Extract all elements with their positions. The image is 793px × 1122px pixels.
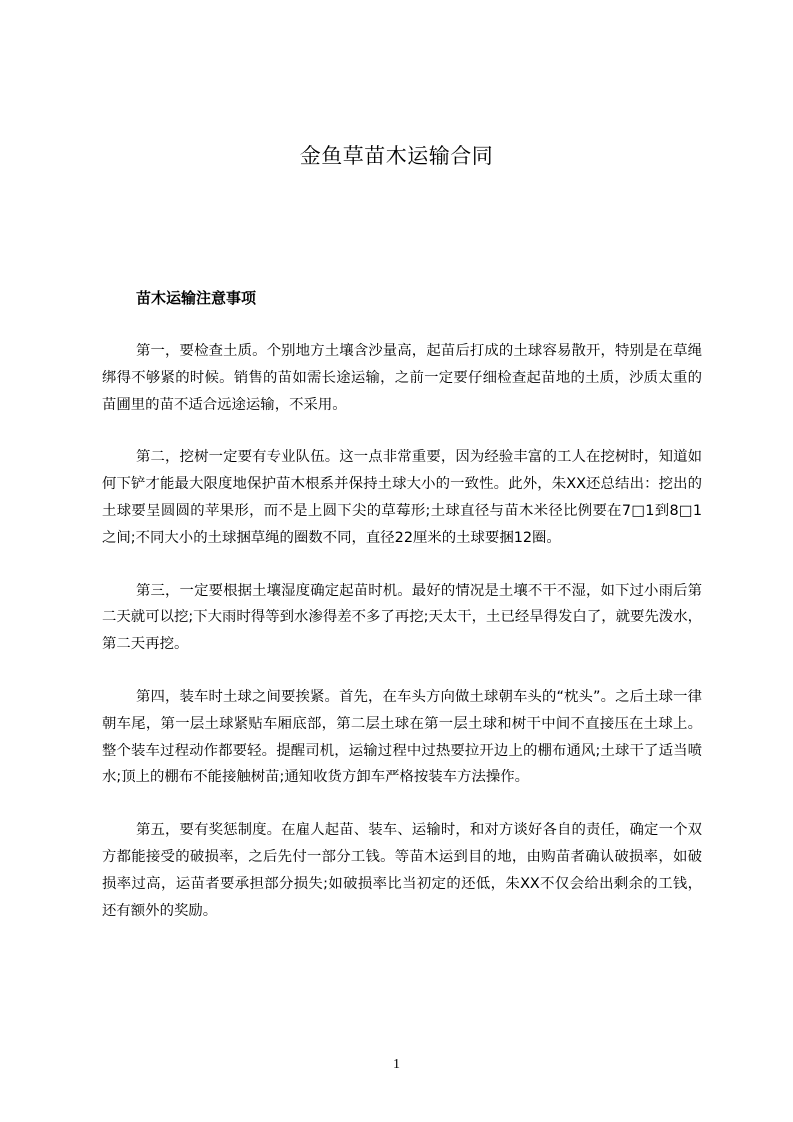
page-number: 1 [393,1057,400,1072]
document-title: 金鱼草苗木运输合同 [299,144,494,168]
paragraph-4: 第四，装车时土球之间要挨紧。首先，在车头方向做土球朝车头的“枕头”。之后土球一律朝车尾，第一层土球紧贴车厢底部，第二层土球在第一层土球和树干中间不直接压在土球上。整个装车过程动作都要轻。提醒司机，运输过程中过热要拉开边上的棚布通风;土球干了适当喷水;顶上的棚布不能接触树苗;通知收货方卸车严格按装车方法操作。 [102,688,702,786]
document-body [102,283,702,950]
paragraph-2: 第二，挖树一定要有专业队伍。这一点非常重要，因为经验丰富的工人在挖树时，知道如何下铲才能最大限度地保护苗木根系并保持土球大小的一致性。此外，朱XX还总结出：挖出的土球要呈圆圆的苹果形，而不是上圆下尖的草莓形;土球直径与苗木米径比例要在7□1到8□1之间;不同大小的土球捆草绳的圈数不同，直径22厘米的土球要捆12圈。 [102,449,702,546]
paragraph-3: 第三，一定要根据土壤湿度确定起苗时机。最好的情况是土壤不干不湿，如下过小雨后第二天就可以挖;下大雨时得等到水渗得差不多了再挖;天太干，土已经旱得发白了，就要先泼水，第二天再挖。 [102,582,702,653]
paragraph-5: 第五，要有奖惩制度。在雇人起苗、装车、运输时，和对方谈好各自的责任，确定一个双方都能接受的破损率，之后先付一部分工钱。等苗木运到目的地，由购苗者确认破损率，如破损率过高，运苗者要承担部分损失;如破损率比当初定的还低，朱XX不仅会给出剩余的工钱，还有额外的奖励。 [102,822,702,919]
section-heading: 苗木运输注意事项 [136,289,257,307]
paragraph-1: 第一，要检查土质。个别地方土壤含沙量高，起苗后打成的土球容易散开，特别是在草绳绑得不够紧的时候。销售的苗如需长途运输，之前一定要仔细检查起苗地的土质，沙质太重的苗圃里的苗不适合远途运输，不采用。 [102,343,702,413]
